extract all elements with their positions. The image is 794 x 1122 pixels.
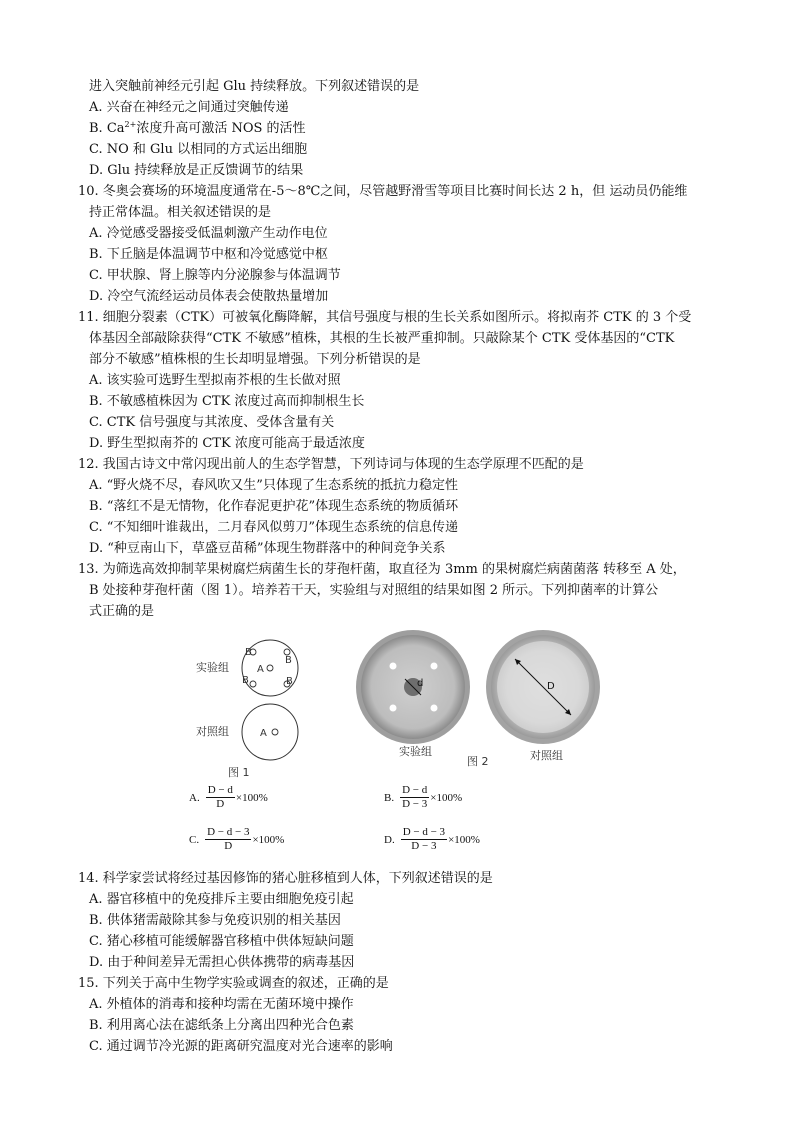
q13-option-a-denominator: D (216, 798, 225, 810)
q13-option-b-tail: ×100% (430, 791, 463, 804)
q13-option-a-fraction (206, 784, 235, 811)
fig1-exp-label: 实验组 (196, 661, 229, 674)
q11-stem-line1: 11. 细胞分裂素（CTK）可被氧化酶降解，其信号强度与根的生长关系如图所示。将拟南芥 CTK 的 3 个受 (78, 310, 692, 325)
q15-option-c: C. 通过调节冷光源的距离研究温度对光合速率的影响 (89, 1039, 393, 1054)
q14-option-c: C. 猪心移植可能缓解器官移植中供体短缺问题 (89, 934, 354, 949)
q11-option-a: A. 该实验可选野生型拟南芥根的生长做对照 (89, 373, 341, 388)
fig2-mark-small-d: d (417, 678, 424, 689)
q12-option-a: A. “野火烧不尽，春风吹又生”只体现了生态系统的抵抗力稳定性 (89, 478, 458, 493)
q11-option-d: D. 野生型拟南芥的 CTK 浓度可能高于最适浓度 (89, 436, 365, 451)
q13-option-d-tail: ×100% (448, 833, 480, 846)
fig2-exp-bacillus-tl (390, 663, 397, 670)
q14-option-d: D. 由于种间差异无需担心供体携带的病毒基因 (89, 955, 355, 970)
q9-option-c: C. NO 和 Glu 以相同的方式运出细胞 (89, 142, 308, 157)
q9-option-b-sup: 2+ (124, 120, 137, 129)
fig2-exp-bacillus-bl (390, 705, 397, 712)
fig1-mark-a: A (257, 664, 264, 675)
q13-option-c-tail: ×100% (252, 833, 285, 846)
q13-option-d-numerator: D − d − 3 (402, 826, 446, 838)
q15-stem: 15. 下列关于高中生物学实验或调查的叙述，正确的是 (78, 976, 389, 991)
q15-option-b: B. 利用离心法在滤纸条上分离出四种光合色素 (89, 1018, 354, 1033)
q10-option-d: D. 冷空气流经运动员体表会使散热量增加 (89, 289, 329, 304)
q10-option-c: C. 甲状腺、肾上腺等内分泌腺参与体温调节 (89, 268, 341, 283)
figure-1 (190, 630, 330, 780)
q13-option-c (189, 826, 284, 853)
q13-stem-line3: 式正确的是 (89, 604, 155, 619)
q14-option-b: B. 供体猪需敲除其参与免疫识别的相关基因 (89, 913, 341, 928)
q9-stem-continued: 进入突触前神经元引起 Glu 持续释放。下列叙述错误的是 (89, 79, 420, 94)
q9-option-a: A. 兴奋在神经元之间通过突触传递 (89, 100, 289, 115)
q11-option-b: B. 不敏感植株因为 CTK 浓度过高而抑制根生长 (89, 394, 365, 409)
fig1-mark-b-br: B (286, 676, 293, 687)
q13-option-a-label: A. (189, 791, 200, 804)
q13-stem-line1: 13. 为筛选高效抑制苹果树腐烂病菌生长的芽孢杆菌，取直径为 3mm 的果树腐烂病菌菌落 转移至 A 处， (78, 562, 686, 577)
q12-option-b: B. “落红不是无情物，化作春泥更护花”体现生态系统的物质循环 (89, 499, 459, 514)
q10-option-a: A. 冷觉感受器接受低温刺激产生动作电位 (89, 226, 328, 241)
q13-option-b (384, 784, 462, 811)
q12-stem: 12. 我国古诗文中常闪现出前人的生态学智慧，下列诗词与体现的生态学原理不匹配的是 (78, 457, 584, 472)
fig2-mark-big-d: D (547, 681, 555, 692)
q13-option-c-label: C. (189, 833, 200, 846)
fig2-caption: 图 2 (467, 755, 489, 768)
q13-option-d-denominator: D − 3 (411, 840, 437, 852)
q13-option-a (189, 784, 268, 811)
q9-option-d: D. Glu 持续释放是正反馈调节的结果 (89, 163, 304, 178)
q13-option-a-tail: ×100% (235, 791, 268, 804)
q13-option-c-fraction (205, 826, 251, 853)
q12-option-d: D. “种豆南山下，草盛豆苗稀”体现生物群落中的种间竞争关系 (89, 541, 446, 556)
q13-option-d (384, 826, 480, 853)
q10-option-b: B. 下丘脑是体温调节中枢和冷觉感觉中枢 (89, 247, 328, 262)
fig1-mark-b-tl: B (245, 647, 252, 658)
fig1-mark-b-bl: B (242, 675, 249, 686)
fig1-ctrl-mark-a: A (260, 728, 267, 739)
q10-stem-line1: 10. 冬奥会赛场的环境温度通常在-5～8℃之间，尽管越野滑雪等项目比赛时间长达 2 h，但 运动员仍能维 (78, 184, 688, 199)
q13-option-c-numerator: D − d − 3 (207, 826, 250, 838)
q13-option-c-denominator: D (224, 840, 233, 852)
q13-stem-line2: B 处接种芽孢杆菌（图 1）。培养若干天，实验组与对照组的结果如图 2 所示。下列抑菌率的计算公 (89, 583, 659, 598)
q15-option-a: A. 外植体的消毒和接种均需在无菌环境中操作 (89, 997, 354, 1012)
fig2-exp-bacillus-tr (431, 663, 438, 670)
q9-option-b-pre: B. Ca (89, 121, 125, 136)
q9-option-b (89, 120, 306, 137)
q14-option-a: A. 器官移植中的免疫排斥主要由细胞免疫引起 (89, 892, 354, 907)
q13-option-a-numerator: D − d (207, 784, 233, 796)
q13-option-b-fraction (400, 784, 429, 811)
q13-option-b-numerator: D − d (402, 784, 428, 796)
q11-stem-line3: 部分不敏感”植株根的生长却明显增强。下列分析错误的是 (89, 352, 421, 367)
figure-2 (355, 627, 605, 772)
q13-option-d-label: D. (384, 833, 395, 846)
q13-option-b-denominator: D − 3 (402, 798, 428, 810)
q13-option-d-fraction (401, 826, 447, 853)
q11-option-c: C. CTK 信号强度与其浓度、受体含量有关 (89, 415, 335, 430)
q10-stem-line2: 持正常体温。相关叙述错误的是 (89, 205, 272, 220)
fig2-exp-label: 实验组 (399, 745, 432, 758)
q13-option-b-label: B. (384, 791, 395, 804)
q9-option-b-post: 浓度升高可激活 NOS 的活性 (136, 121, 306, 136)
fig1-caption: 图 1 (228, 766, 250, 779)
fig1-ctrl-label: 对照组 (196, 725, 229, 738)
fig2-exp-bacillus-br (431, 705, 438, 712)
q14-stem: 14. 科学家尝试将经过基因修饰的猪心脏移植到人体，下列叙述错误的是 (78, 871, 493, 886)
fig1-mark-b-tr: B (285, 655, 292, 666)
fig1-ctrl-dish (242, 704, 298, 760)
fig2-ctrl-label: 对照组 (530, 749, 563, 762)
q12-option-c: C. “不知细叶谁裁出，二月春风似剪刀”体现生态系统的信息传递 (89, 520, 459, 535)
q11-stem-line2: 体基因全部敲除获得“CTK 不敏感”植株，其根的生长被严重抑制。只敲除某个 CTK 受体基因的“CTK (89, 331, 675, 346)
